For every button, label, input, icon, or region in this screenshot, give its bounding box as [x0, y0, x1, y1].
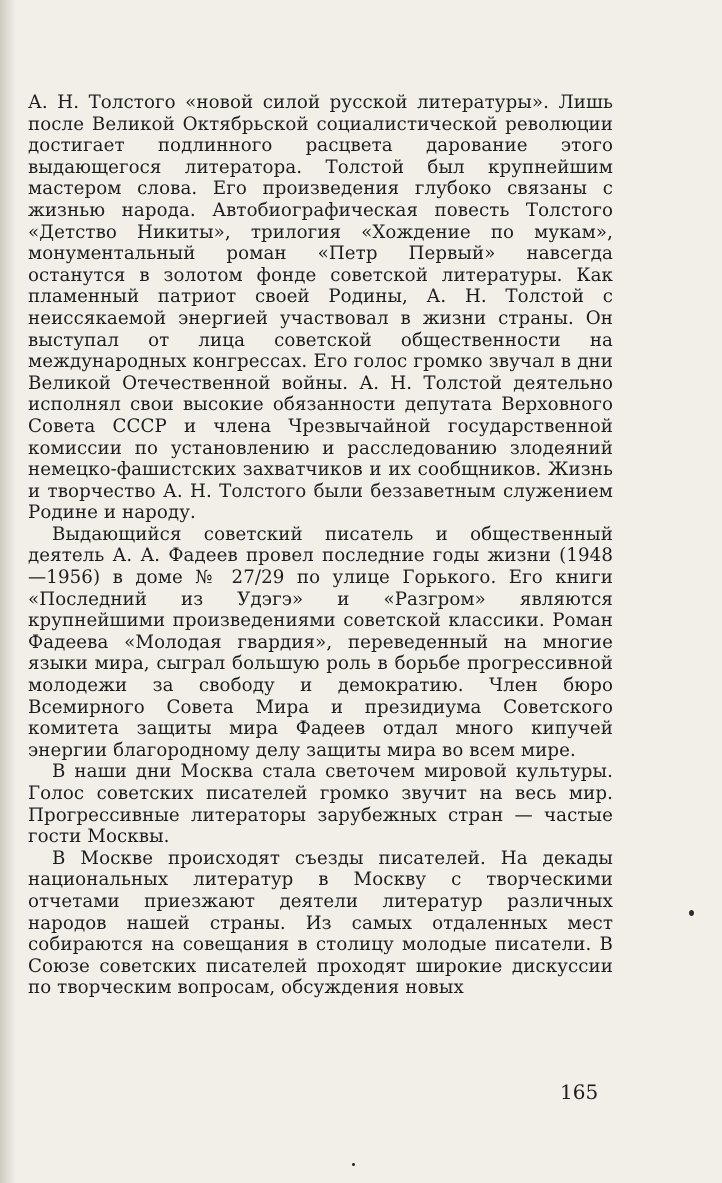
paragraph-moscow-culture: В наши дни Москва стала светочем мировой культуры. Голос советских писателей громко звучит на весь мир. Прогрессивные литераторы зарубежных стран — частые гости Москвы.: [28, 761, 613, 848]
paragraph-tolstoy: А. Н. Толстого «новой силой русской литературы». Лишь после Великой Октябрьской социалистической революции достигает подлинного расцвета дарование этого выдающегося литератора. Толстой был крупнейшим мастером слова. Его произведения глубоко связаны с жизнью народа. Автобиографическая повесть Толстого «Детство Никиты», трилогия «Хождение по мукам», монументальный роман «Петр Первый» навсегда останутся в золотом фонде советской литературы. Как пламенный патриот своей Родины, А. Н. Толстой с неиссякаемой энергией участвовал в жизни страны. Он выступал от лица советской общественности на международных конгрессах. Его голос громко звучал в дни Великой Отечественной войны. А. Н. Толстой деятельно исполнял свои высокие обязанности депутата Верховного Совета СССР и члена Чрезвычайной государственной комиссии по установлению и расследованию злодеяний немецко-фашистских захватчиков и их сообщников. Жизнь и творчество А. Н. Толстого были беззаветным служением Родине и народу.: [28, 92, 613, 524]
paragraph-fadeev: Выдающийся советский писатель и общественный деятель А. А. Фадеев провел последние годы жизни (1948—1956) в доме № 27/29 по улице Горького. Его книги «Последний из Удэгэ» и «Разгром» являются крупнейшими произведениями советской классики. Роман Фадеева «Молодая гвардия», переведенный на многие языки мира, сыграл большую роль в борьбе прогрессивной молодежи за свободу и демократию. Член бюро Всемирного Совета Мира и президиума Советского комитета защиты мира Фадеев отдал много кипучей энергии благородному делу защиты мира во всем мире.: [28, 523, 613, 761]
page-edge-shadow: [0, 0, 16, 1183]
ink-speck: [352, 1163, 355, 1166]
paragraph-writers-congresses: В Москве происходят съезды писателей. На декады национальных литератур в Москву с творческими отчетами приезжают деятели литератур различных народов нашей страны. Из самых отдаленных мест собираются на совещания в столицу молодые писатели. В Союзе советских писателей проходят широкие дискуссии по творческим вопросам, обсуждения новых: [28, 847, 613, 999]
page-number: 165: [560, 1080, 599, 1104]
body-text: [28, 92, 613, 999]
ink-speck: [689, 910, 694, 916]
